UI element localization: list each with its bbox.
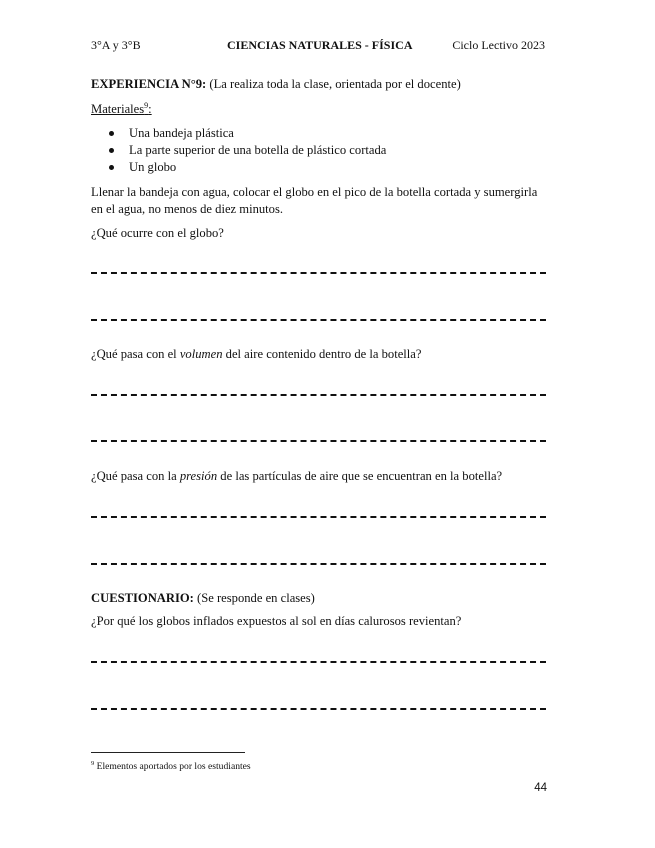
- answer-line[interactable]: [91, 516, 546, 518]
- answer-line[interactable]: [91, 708, 546, 710]
- bullet-icon: [109, 148, 114, 153]
- question-text: ¿Qué pasa con la: [91, 469, 180, 483]
- question-text: ¿Qué pasa con el: [91, 347, 180, 361]
- materials-footnote-mark: 9: [144, 100, 149, 110]
- answer-line[interactable]: [91, 661, 546, 663]
- header-subject: CIENCIAS NATURALES - FÍSICA: [227, 38, 413, 52]
- question-text: del aire contenido dentro de la botella?: [222, 347, 422, 361]
- answer-line[interactable]: [91, 563, 546, 565]
- bullet-icon: [109, 165, 114, 170]
- list-item: [109, 142, 386, 159]
- question-balloons: ¿Por qué los globos inflados expuestos al sol en días calurosos revientan?: [91, 614, 462, 628]
- answer-line[interactable]: [91, 319, 546, 321]
- footnote-mark: 9: [91, 759, 95, 767]
- material-item: Una bandeja plástica: [129, 126, 234, 140]
- footnote: [91, 761, 251, 772]
- question-volume: [91, 346, 421, 362]
- list-item: [109, 125, 386, 142]
- materials-label: Materiales: [91, 102, 145, 116]
- questionnaire-subtitle: (Se responde en clases): [193, 591, 315, 605]
- experience-title: EXPERIENCIA N°9:: [91, 77, 207, 91]
- footnote-text: Elementos aportados por los estudiantes: [94, 761, 251, 772]
- experience-heading: [91, 76, 461, 92]
- list-item: [109, 159, 386, 176]
- question-emphasis: volumen: [179, 347, 223, 361]
- materials-heading: [91, 101, 152, 117]
- answer-line[interactable]: [91, 394, 546, 396]
- bullet-icon: [109, 131, 114, 136]
- instructions-paragraph: Llenar la bandeja con agua, colocar el globo en el pico de la botella cortada y sumergirla en el agua, no menos de diez minutos.: [91, 185, 538, 216]
- materials-list: [109, 125, 386, 176]
- answer-line[interactable]: [91, 272, 546, 274]
- header-course: 3°A y 3°B: [91, 38, 141, 52]
- material-item: Un globo: [129, 160, 177, 174]
- footnote-rule: [91, 752, 245, 753]
- page-number: 44: [534, 782, 547, 794]
- question-text: de las partículas de aire que se encuentran en la botella?: [217, 469, 503, 483]
- question-pressure: [91, 468, 502, 484]
- materials-colon: :: [148, 102, 152, 116]
- questionnaire-title: CUESTIONARIO:: [91, 591, 194, 605]
- question-emphasis: presión: [179, 469, 218, 483]
- experience-subtitle: (La realiza toda la clase, orientada por el docente): [206, 77, 461, 91]
- header-year: Ciclo Lectivo 2023: [452, 38, 545, 52]
- material-item: La parte superior de una botella de plástico cortada: [129, 143, 387, 157]
- questionnaire-heading: [91, 590, 315, 606]
- answer-line[interactable]: [91, 440, 546, 442]
- question-globe: ¿Qué ocurre con el globo?: [91, 226, 224, 240]
